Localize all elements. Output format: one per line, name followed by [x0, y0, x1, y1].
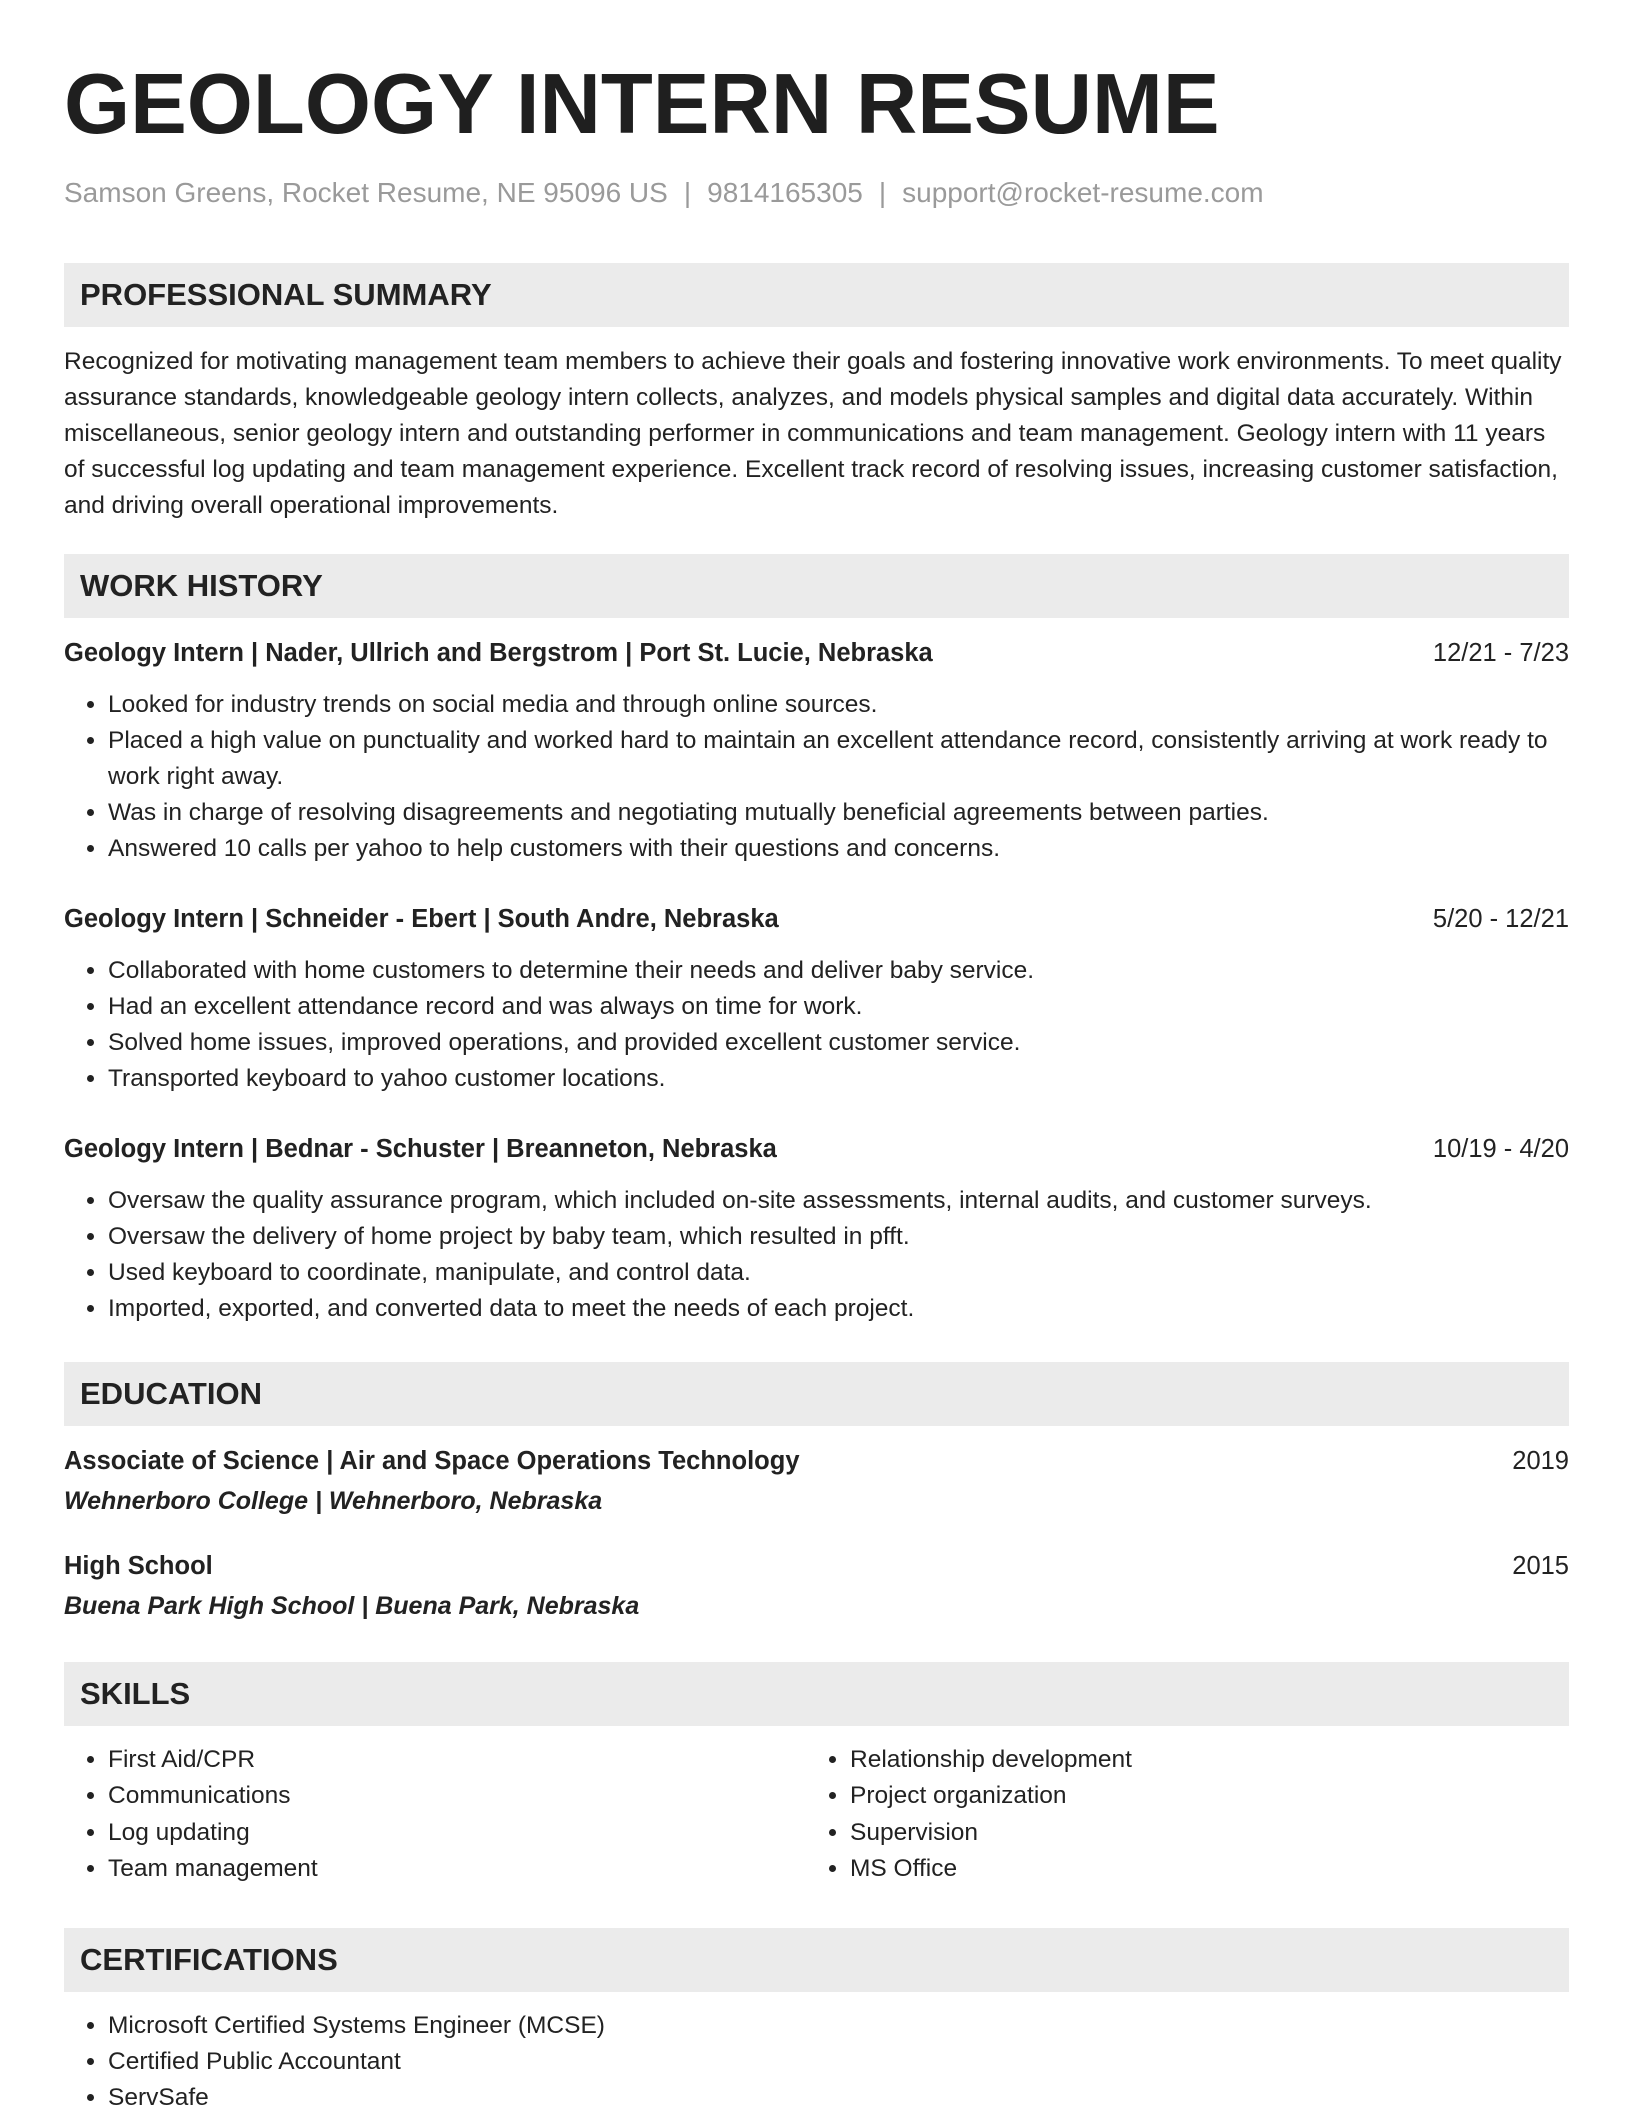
job-bullets: [64, 953, 1569, 1097]
section-heading-education: EDUCATION: [64, 1362, 1569, 1426]
skill-item: • Team management: [108, 1851, 806, 1888]
job-bullet: • Oversaw the quality assurance program, which included on-site assessments, internal audits, and customer surveys.: [108, 1183, 1569, 1219]
job-bullet: • Had an excellent attendance record and was always on time for work.: [108, 989, 1569, 1025]
skill-item: • Relationship development: [850, 1742, 1548, 1779]
skill-item: • Project organization: [850, 1778, 1548, 1815]
contact-separator: |: [683, 177, 692, 208]
section-heading-summary: PROFESSIONAL SUMMARY: [64, 263, 1569, 327]
contact-email: support@rocket-resume.com: [902, 177, 1264, 208]
certification-item: • ServSafe: [108, 2080, 1569, 2116]
certification-item: • Certified Public Accountant: [108, 2044, 1569, 2080]
contact-phone: 9814165305: [707, 177, 863, 208]
education-degree: Associate of Science | Air and Space Operations Technology: [64, 1446, 800, 1475]
job-bullet: • Used keyboard to coordinate, manipulate, and control data.: [108, 1255, 1569, 1291]
job-entry: [64, 635, 1569, 867]
contact-line: [64, 176, 1569, 210]
job-bullets: [64, 1183, 1569, 1327]
summary-text: Recognized for motivating management team members to achieve their goals and fostering innovative work environments. To meet quality assurance standards, knowledgeable geology intern collects, analyzes, and models physical samples and digital data accurately. Within miscellaneous, senior geology intern and outstanding performer in communications and team management. Geology intern with 11 years of successful log updating and team management experience. Excellent track record of resolving issues, increasing customer satisfaction, and driving overall operational improvements.: [64, 347, 1562, 519]
job-title: Geology Intern | Bednar - Schuster | Breanneton, Nebraska: [64, 1134, 777, 1163]
education-year: 2019: [1512, 1446, 1569, 1475]
section-heading-work-history: WORK HISTORY: [64, 554, 1569, 618]
resume-title: GEOLOGY INTERN RESUME: [64, 57, 1220, 152]
job-bullet: • Imported, exported, and converted data to meet the needs of each project.: [108, 1291, 1569, 1327]
job-entry: [64, 901, 1569, 1097]
section-heading-certifications: CERTIFICATIONS: [64, 1928, 1569, 1992]
job-title: Geology Intern | Schneider - Ebert | South Andre, Nebraska: [64, 904, 779, 933]
job-bullet: • Was in charge of resolving disagreements and negotiating mutually beneficial agreements between parties.: [108, 795, 1569, 831]
job-dates: 12/21 - 7/23: [1432, 638, 1569, 667]
education-entry: [64, 1443, 1569, 1519]
certifications-list: [64, 2008, 1569, 2116]
contact-separator: |: [878, 177, 887, 208]
skills-list-right: [806, 1742, 1548, 1888]
job-dates: 5/20 - 12/21: [1432, 904, 1569, 933]
job-bullet: • Transported keyboard to yahoo customer locations.: [108, 1061, 1569, 1097]
skills-list-left: [64, 1742, 806, 1888]
certification-item: • Microsoft Certified Systems Engineer (MCSE): [108, 2008, 1569, 2044]
skill-item: • Supervision: [850, 1815, 1548, 1852]
skills-columns: [64, 1742, 1569, 1888]
skill-item: • First Aid/CPR: [108, 1742, 806, 1779]
job-bullet: • Collaborated with home customers to determine their needs and deliver baby service.: [108, 953, 1569, 989]
job-bullet: • Solved home issues, improved operations, and provided excellent customer service.: [108, 1025, 1569, 1061]
job-entry: [64, 1131, 1569, 1327]
education-school: Buena Park High School | Buena Park, Nebraska: [64, 1591, 640, 1620]
education-entry: [64, 1548, 1569, 1624]
job-bullet: • Oversaw the delivery of home project by baby team, which resulted in pfft.: [108, 1219, 1569, 1255]
education-degree: High School: [64, 1551, 213, 1580]
job-dates: 10/19 - 4/20: [1432, 1134, 1569, 1163]
job-bullet: • Answered 10 calls per yahoo to help customers with their questions and concerns.: [108, 831, 1569, 867]
job-bullet: • Looked for industry trends on social media and through online sources.: [108, 687, 1569, 723]
contact-address: Samson Greens, Rocket Resume, NE 95096 US: [64, 177, 668, 208]
skill-item: • Log updating: [108, 1815, 806, 1852]
section-heading-skills: SKILLS: [64, 1662, 1569, 1726]
skill-item: • MS Office: [850, 1851, 1548, 1888]
education-school: Wehnerboro College | Wehnerboro, Nebraska: [64, 1486, 603, 1515]
job-title: Geology Intern | Nader, Ullrich and Bergstrom | Port St. Lucie, Nebraska: [64, 638, 933, 667]
job-bullets: [64, 687, 1569, 867]
skill-item: • Communications: [108, 1778, 806, 1815]
job-bullet: • Placed a high value on punctuality and worked hard to maintain an excellent attendance record, consistently arriving at work ready to work right away.: [108, 723, 1569, 795]
education-year: 2015: [1512, 1551, 1569, 1580]
